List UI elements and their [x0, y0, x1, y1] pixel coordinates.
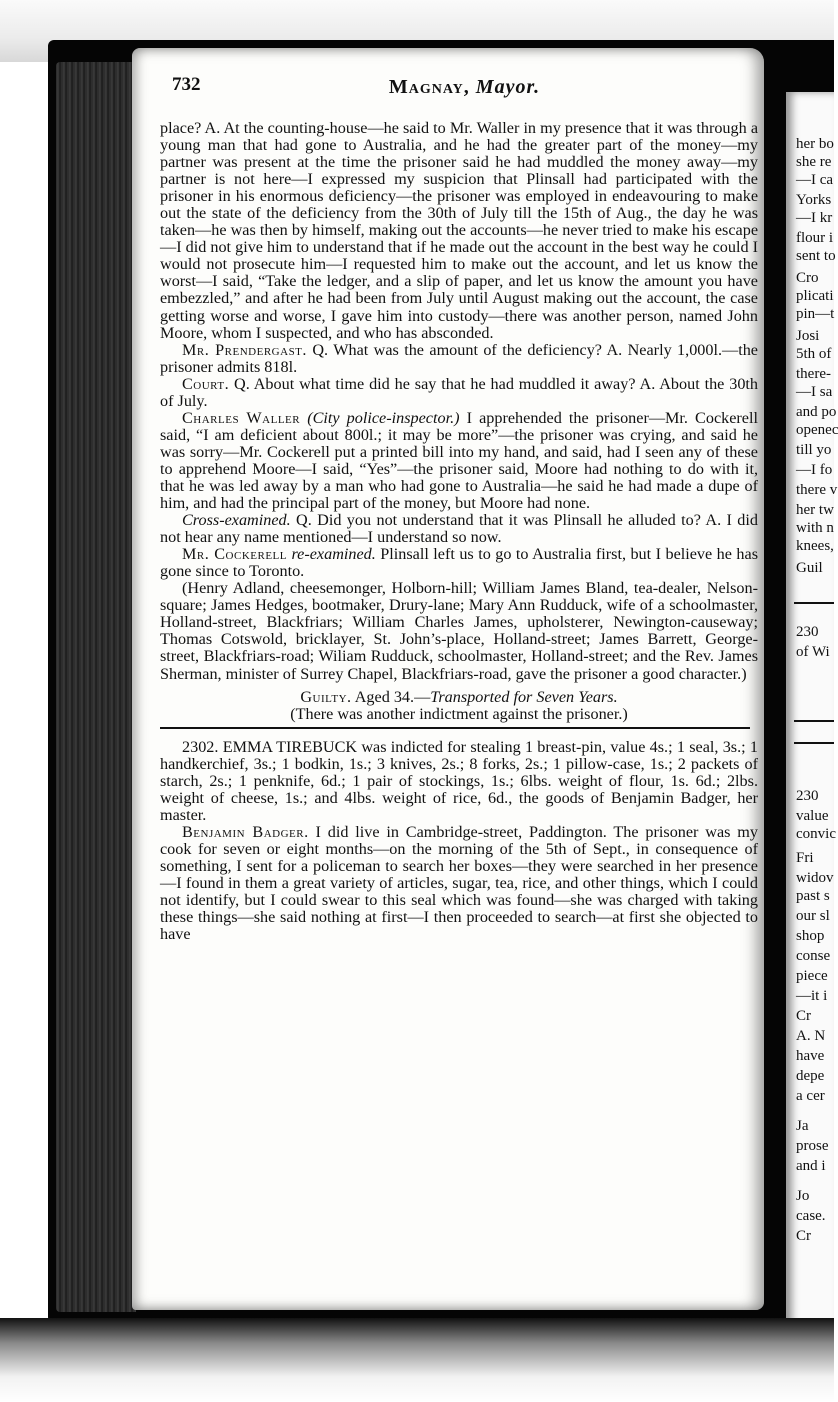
adjacent-page-rule [794, 742, 834, 744]
speaker-name: Mr. Prendergast. [182, 340, 307, 359]
speaker-name: Benjamin Badger. [182, 822, 309, 841]
adjacent-page-text: flour i [796, 230, 834, 246]
adjacent-page-text: piece [796, 968, 828, 984]
adjacent-page-text: 5th of [796, 346, 832, 362]
paragraph-text: I did live in Cambridge-street, Paddington. The prisoner was my cook for seven or eight months—on the morning of the 5th of Sept., in consequence of something, I sent for a policeman to search her boxes—they were searched in her presence—I found in them a great variety of articles, sugar, tea, rice, and other things, which I could not identify, but I could swear to this seal which was found—she was charged with taking these things—she said nothing at first—I then proceeded to search—at first she objected to have [160, 822, 758, 944]
adjacent-page-text: shop [796, 928, 825, 944]
adjacent-page-text: her bo [796, 136, 834, 152]
section-label: re-examined. [286, 545, 376, 564]
adjacent-page-text: Cr [796, 1228, 811, 1244]
adjacent-page-text: openec [796, 422, 838, 438]
adjacent-page-text: —it i [796, 988, 828, 1004]
adjacent-page-text: there- [796, 366, 831, 382]
section-divider [160, 727, 750, 729]
adjacent-page-text: A. N [796, 1028, 826, 1044]
speaker-name: Mr. Cockerell [182, 545, 287, 564]
adjacent-page-text: Cr [796, 1008, 811, 1024]
adjacent-page-text: plicati [796, 288, 834, 304]
adjacent-page-text: Jo [796, 1188, 810, 1204]
adjacent-page-text: prose [796, 1138, 829, 1154]
paragraph-text: Q. Did you not understand that it was Plinsall he alluded to? A. I did not hear any name mentioned—I understand so now. [160, 511, 758, 547]
adjacent-page-text: pin—t [796, 306, 835, 322]
verdict-line [160, 689, 758, 706]
adjacent-page-text: widov [796, 870, 834, 886]
page-body [160, 120, 758, 943]
adjacent-page-text: a cer [796, 1088, 825, 1104]
paragraph-badger [160, 824, 758, 943]
paragraph-waller [160, 410, 758, 512]
paragraph-cross-examined [160, 512, 758, 546]
paragraph-text: Plinsall left us to go to Australia first, but I believe he has gone since to Toronto. [160, 545, 759, 581]
adjacent-page-text: our sl [796, 908, 830, 924]
adjacent-page-text: and i [796, 1158, 826, 1174]
adjacent-page-text: conse [796, 948, 831, 964]
adjacent-page-text: till yo [796, 442, 832, 458]
book-spine [56, 62, 136, 1312]
paragraph-text: Q. What was the amount of the deficiency? A. Nearly 1,000l.—the prisoner admits 818l. [160, 340, 758, 376]
adjacent-page-text: knees, [796, 538, 834, 554]
page-number: 732 [172, 74, 201, 95]
paragraph-court [160, 376, 758, 410]
verdict-age: Aged 34.— [351, 687, 431, 706]
book-page [132, 48, 764, 1310]
paragraph-text: I apprehended the prisoner—Mr. Cockerell said, “I am deficient about 800l.; it may be more”—the prisoner was crying, and said he was sorry—Mr. Cockerell put a printed bill into my hand, and said, had I seen any of these to apprehend Moore—I said, “Yes”—the prisoner said, Moore had nothing to do with it, that he was led away by a man who had gone to Australia—he said he had made a dupe of him, and had the principal part of the money, but Moore had none. [160, 408, 758, 513]
paragraph-prendergast [160, 342, 758, 376]
indictment-note: (There was another indictment against the prisoner.) [290, 704, 628, 723]
adjacent-page-text: she re [796, 154, 832, 170]
adjacent-page-text: and po [796, 404, 837, 420]
adjacent-page-text: sent to [796, 248, 836, 264]
paragraph-case-2302: 2302. EMMA TIREBUCK was indicted for stealing 1 breast-pin, value 4s.; 1 seal, 3s.; 1 handkerchief, 3s.; 1 bodkin, 1s.; 3 knives, 2s.; 8 forks, 2s.; 1 pillow-case, 1s.; 2 packets of starch, 2s.; 1 penknife, 6d.; 1 pair of stockings, 1s.; 6lbs. weight of flour, 1s. 6d.; 2lbs. weight of cheese, 1s.; and 4lbs. weight of rice, 6d., the goods of Benjamin Badger, her master. [160, 737, 758, 824]
adjacent-page-text: there v [796, 482, 838, 498]
adjacent-page-text: convic [796, 826, 836, 842]
adjacent-page-text: Guil [796, 560, 823, 576]
section-label: Cross-examined. [182, 511, 291, 530]
adjacent-page-text: —I ca [796, 172, 834, 188]
adjacent-page-text: with n [796, 520, 834, 536]
paragraph-testimony-continued: place? A. At the counting-house—he said to Mr. Waller in my presence that it was through a young man that had gone to Australia, and he had the greater part of the money—my partner was present at the time the prisoner said he had muddled the money away—my partner is not here—I expressed my suspicion that Plinsall had participated with the prisoner in his enormous deficiency—the prisoner was employed in endeavouring to make out the state of the deficiency from the 30th of July till the 15th of Aug., the day he was taken—he was then by himself, making out the accounts—he never tried to make his escape—I did not give him to understand that if he made out the account in the best way he could I would not prosecute him—I requested him to make out the account, and let us know the worst—I said, “Take the ledger, and a slip of paper, and let us know the amount you have embezzled,” and after he had been from July until August making out the account, the case getting worse and worse, I gave him into custody—there was another person, named John Moore, whom I suspected, and who has absconded. [160, 119, 758, 342]
speaker-name: Charles Waller [182, 408, 301, 427]
adjacent-page-text: 230 [796, 624, 819, 640]
paragraph-character-witnesses: (Henry Adland, cheesemonger, Holborn-hill; William James Bland, tea-dealer, Nelson-square; James Hedges, bootmaker, Drury-lane; Mary Ann Rudduck, wife of a schoolmaster, Holland-street, Blackfriars; William Charles James, upholsterer, Newington-causeway; Thomas Cotswold, bricklayer, St. John’s-place, Holland-street; James Barrett, George-street, Blackfriars-road; Wiliam Rudduck, schoolmaster, Holland-street; and the Rev. James Sherman, minister of Surrey Chapel, Blackfriars-road, gave the prisoner a good character.) [160, 579, 758, 683]
adjacent-page-text: value [796, 808, 829, 824]
adjacent-page-text: 230 [796, 788, 819, 804]
scan-bottom-margin [0, 1318, 834, 1402]
adjacent-page-text: Fri [796, 850, 814, 866]
paragraph-text: Q. About what time did he say that he had muddled it away? A. About the 30th of July. [160, 374, 758, 410]
adjacent-page-text: Cro [796, 270, 819, 286]
running-head-name: Magnay, [388, 76, 470, 98]
page-header [172, 74, 757, 108]
adjacent-page-text: Ja [796, 1118, 809, 1134]
running-head [172, 76, 757, 99]
verdict-sentence: Transported for Seven Years. [430, 687, 618, 706]
adjacent-page-fragment [786, 92, 838, 1332]
adjacent-page-rule [794, 720, 834, 722]
adjacent-page-text: her tw [796, 502, 834, 518]
speaker-name: Court. [182, 374, 230, 393]
speaker-role: (City police-inspector.) [300, 408, 460, 427]
adjacent-page-text: of Wi [796, 644, 830, 660]
verdict-label: Guilty. [300, 687, 352, 706]
adjacent-page-text: Yorks [796, 192, 832, 208]
adjacent-page-text: past s [796, 888, 830, 904]
adjacent-page-text: Josi [796, 328, 820, 344]
adjacent-page-text: depe [796, 1068, 825, 1084]
adjacent-page-text: case. [796, 1208, 826, 1224]
adjacent-page-text: —I fo [796, 462, 833, 478]
adjacent-page-text: —I kr [796, 210, 833, 226]
paragraph-cockerell-reexamined [160, 546, 758, 580]
adjacent-page-rule [794, 602, 834, 604]
running-head-title: Mayor. [475, 76, 541, 98]
adjacent-page-text: —I sa [796, 384, 833, 400]
adjacent-page-text: have [796, 1048, 825, 1064]
